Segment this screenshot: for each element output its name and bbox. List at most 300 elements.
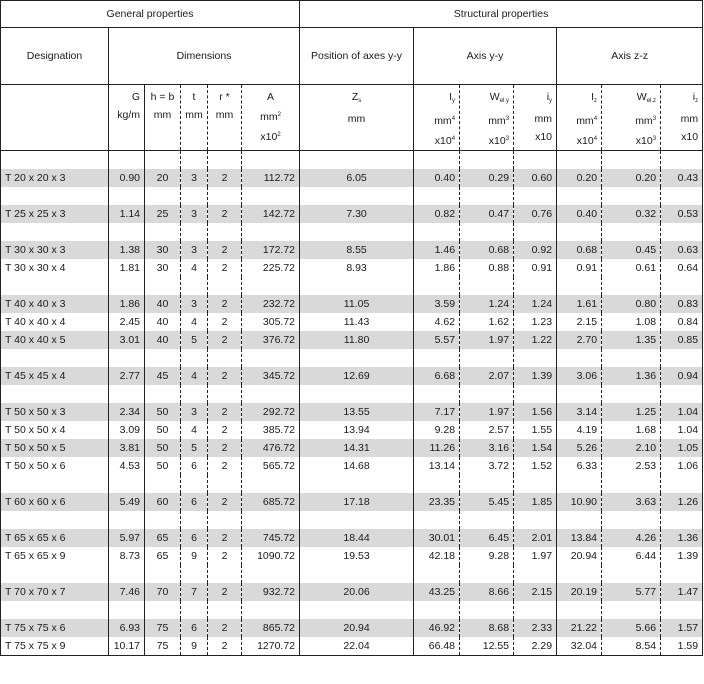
cell-iy-radius: 2.29 — [514, 637, 557, 656]
cell-wz: 2.53 — [602, 457, 661, 475]
spacer-cell — [1, 187, 109, 205]
spacer-cell — [109, 475, 145, 493]
cell-t: 4 — [181, 421, 208, 439]
spacer-cell — [414, 565, 460, 583]
col-t-symbol: t — [192, 91, 196, 103]
table-row — [1, 493, 703, 511]
cell-iz-radius: 1.04 — [661, 403, 703, 421]
spacer-cell — [145, 565, 181, 583]
spacer-cell — [460, 277, 514, 295]
cell-iy: 5.57 — [414, 331, 460, 349]
cell-r: 2 — [208, 295, 242, 313]
cell-iy: 0.82 — [414, 205, 460, 223]
cell-r: 2 — [208, 619, 242, 637]
cell-g: 3.81 — [109, 439, 145, 457]
spacer-row — [1, 475, 703, 493]
spacer-cell — [208, 511, 242, 529]
spacer-cell — [602, 349, 661, 367]
cell-wz: 0.32 — [602, 205, 661, 223]
cell-t: 3 — [181, 205, 208, 223]
col-h-header — [145, 85, 181, 151]
spacer-cell — [109, 511, 145, 529]
spacer-cell — [514, 277, 557, 295]
table-row — [1, 295, 703, 313]
table-row — [1, 367, 703, 385]
spacer-cell — [145, 385, 181, 403]
cell-t: 5 — [181, 439, 208, 457]
cell-iy: 4.62 — [434, 316, 456, 328]
cell-t: 6 — [181, 619, 208, 637]
col-iz-unit-sup: 4 — [593, 116, 598, 122]
col-wz-symbol: W — [636, 91, 647, 103]
spacer-row — [1, 223, 703, 241]
spacer-cell — [1, 475, 109, 493]
cell-wy: 1.24 — [460, 295, 514, 313]
spacer-cell — [514, 385, 557, 403]
spacer-cell — [557, 385, 602, 403]
spacer-cell — [557, 349, 602, 367]
cell-iy-radius: 0.60 — [514, 169, 557, 187]
cell-iz: 0.20 — [557, 169, 602, 187]
cell-iz-radius: 0.53 — [661, 205, 703, 223]
spacer-cell — [300, 511, 414, 529]
cell-zs: 17.18 — [300, 493, 414, 511]
cell-area: 1270.72 — [242, 637, 300, 656]
spacer-cell — [300, 277, 414, 295]
cell-g: 5.49 — [109, 493, 145, 511]
spacer-cell — [208, 151, 242, 170]
cell-iy-radius: 0.92 — [514, 241, 557, 259]
cell-wy: 9.28 — [460, 547, 514, 565]
spacer-cell — [602, 475, 661, 493]
cell-r: 2 — [208, 169, 242, 187]
cell-area: 142.72 — [242, 205, 300, 223]
spacer-cell — [661, 277, 703, 295]
spacer-cell — [661, 511, 703, 529]
cell-r: 2 — [208, 637, 242, 656]
col-a-scale-sup: 2 — [277, 132, 281, 138]
col-wz-header — [602, 85, 661, 151]
cell-wy: 0.47 — [460, 205, 514, 223]
spacer-cell — [300, 601, 414, 619]
cell-iy-radius: 1.24 — [514, 295, 557, 313]
cell-t: 6 — [181, 457, 208, 475]
cell-area: 385.72 — [242, 421, 300, 439]
spacer-cell — [414, 277, 460, 295]
cell-iy-radius: 2.15 — [514, 583, 557, 601]
cell-wy: 1.62 — [460, 313, 514, 331]
cell-iy: 7.17 — [414, 403, 460, 421]
table-row — [1, 205, 703, 223]
spacer-cell — [181, 349, 208, 367]
cell-h: 30 — [145, 241, 181, 259]
dimensions-header: Dimensions — [109, 28, 300, 85]
spacer-cell — [414, 151, 460, 170]
cell-h: 50 — [156, 424, 169, 436]
col-wy-header — [460, 85, 514, 151]
col-iy-unit: mm — [434, 115, 452, 127]
cell-t: 3 — [181, 403, 208, 421]
col-iy-scale: x10 — [434, 135, 452, 147]
cell-wy: 6.45 — [460, 529, 514, 547]
spacer-cell — [181, 511, 208, 529]
spacer-cell — [181, 223, 208, 241]
col-a-header — [242, 85, 300, 151]
cell-iz: 4.19 — [576, 424, 598, 436]
axis-y-header: Axis y-y — [414, 28, 557, 85]
cell-iy-radius: 1.52 — [514, 457, 557, 475]
cell-iy: 23.35 — [414, 493, 460, 511]
designation-units-cell — [1, 85, 109, 151]
cell-iz-radius: 1.39 — [661, 547, 703, 565]
cell-designation: T 20 x 20 x 3 — [1, 169, 109, 187]
cell-g: 1.38 — [109, 241, 145, 259]
spacer-row — [1, 151, 703, 170]
cell-designation: T 30 x 30 x 3 — [1, 241, 109, 259]
cell-h: 40 — [145, 331, 181, 349]
spacer-cell — [145, 475, 181, 493]
cell-iy-radius: 2.33 — [514, 619, 557, 637]
spacer-cell — [414, 511, 460, 529]
spacer-cell — [661, 475, 703, 493]
table-row — [1, 583, 703, 601]
cell-iy: 46.92 — [414, 619, 460, 637]
spacer-cell — [300, 565, 414, 583]
col-iz-scale: x10 — [576, 135, 594, 147]
spacer-cell — [602, 277, 661, 295]
spacer-cell — [661, 151, 703, 170]
cell-zs: 20.06 — [300, 583, 414, 601]
table-row — [1, 439, 703, 457]
spacer-cell — [300, 223, 414, 241]
spacer-cell — [602, 385, 661, 403]
spacer-cell — [514, 475, 557, 493]
col-wy-sub: el.y — [499, 98, 510, 104]
cell-g: 2.45 — [109, 313, 145, 331]
col-iz-radius-header — [661, 85, 703, 151]
spacer-cell — [460, 511, 514, 529]
table-row — [1, 421, 703, 439]
cell-r: 2 — [208, 421, 242, 439]
table-row — [1, 313, 703, 331]
spacer-cell — [109, 565, 145, 583]
spacer-cell — [242, 565, 300, 583]
cell-h: 20 — [145, 169, 181, 187]
col-iz-radius-scale: x10 — [681, 131, 699, 143]
cell-r: 2 — [208, 331, 242, 349]
spacer-cell — [181, 187, 208, 205]
cell-iz-radius: 0.43 — [661, 169, 703, 187]
table-row — [1, 259, 703, 277]
cell-area: 292.72 — [242, 403, 300, 421]
col-g-header — [109, 85, 145, 151]
spacer-cell — [300, 475, 414, 493]
cell-iz: 1.61 — [557, 295, 602, 313]
cell-h: 50 — [145, 439, 181, 457]
cell-zs: 14.31 — [300, 439, 414, 457]
spacer-cell — [460, 349, 514, 367]
spacer-cell — [208, 277, 242, 295]
spacer-cell — [602, 565, 661, 583]
cell-h: 60 — [145, 493, 181, 511]
cell-t: 6 — [181, 493, 208, 511]
cell-iz: 20.94 — [570, 550, 598, 562]
cell-g: 6.93 — [109, 619, 145, 637]
spacer-cell — [460, 565, 514, 583]
cell-designation: T 50 x 50 x 3 — [1, 403, 109, 421]
spacer-cell — [602, 511, 661, 529]
spacer-cell — [1, 565, 109, 583]
cell-area: 1090.72 — [242, 547, 300, 565]
cell-g: 3.01 — [109, 331, 145, 349]
col-r-header — [208, 85, 242, 151]
cell-r: 2 — [208, 439, 242, 457]
cell-wy: 2.07 — [460, 367, 514, 385]
spacer-cell — [242, 277, 300, 295]
cell-iy-radius: 2.01 — [514, 529, 557, 547]
cell-iy-radius: 1.22 — [514, 331, 557, 349]
col-g-unit: kg/m — [117, 109, 140, 121]
cell-h: 50 — [156, 460, 169, 472]
spacer-row — [1, 349, 703, 367]
cell-iz: 21.22 — [557, 619, 602, 637]
cell-h: 70 — [145, 583, 181, 601]
col-iy-radius-sub: y — [549, 98, 553, 104]
cell-iy-radius: 1.39 — [514, 367, 557, 385]
cell-iy: 0.40 — [414, 169, 460, 187]
cell-iz: 32.04 — [557, 637, 602, 656]
cell-designation: T 50 x 50 x 6 — [1, 457, 109, 475]
cell-iy: 42.18 — [428, 550, 456, 562]
spacer-cell — [414, 187, 460, 205]
cell-iz-radius: 1.05 — [661, 439, 703, 457]
spacer-cell — [300, 151, 414, 170]
cell-wz: 1.25 — [602, 403, 661, 421]
cell-iy: 30.01 — [414, 529, 460, 547]
cell-wy: 0.88 — [460, 259, 514, 277]
table-row — [1, 637, 703, 656]
cell-iz-radius: 0.63 — [661, 241, 703, 259]
col-a-symbol: A — [267, 91, 275, 103]
col-wz-scale: x10 — [635, 135, 653, 147]
cell-zs: 19.53 — [300, 547, 414, 565]
col-zs-sub: s — [358, 98, 362, 104]
cell-g: 7.46 — [109, 583, 145, 601]
col-wy-scale: x10 — [488, 135, 506, 147]
col-a-scale: x10 — [260, 131, 278, 143]
spacer-cell — [145, 349, 181, 367]
cell-wz: 5.66 — [602, 619, 661, 637]
cell-iz-radius: 1.06 — [661, 457, 703, 475]
structural-properties-header: Structural properties — [300, 1, 703, 28]
cell-iy-radius: 1.97 — [514, 547, 557, 565]
spacer-cell — [602, 601, 661, 619]
spacer-cell — [145, 277, 181, 295]
cell-h: 65 — [156, 550, 169, 562]
col-h-symbol: h = b — [150, 91, 175, 103]
col-a-unit: mm — [260, 111, 278, 123]
cell-iy: 11.26 — [414, 439, 460, 457]
cell-wz: 4.26 — [602, 529, 661, 547]
cell-t: 5 — [181, 331, 208, 349]
cell-zs: 6.05 — [300, 169, 414, 187]
cell-area: 476.72 — [242, 439, 300, 457]
cell-wz: 0.61 — [602, 259, 661, 277]
cell-area: 745.72 — [242, 529, 300, 547]
spacer-cell — [208, 187, 242, 205]
spacer-cell — [208, 475, 242, 493]
col-iz-scale-sup: 4 — [593, 136, 598, 142]
cell-wz: 2.10 — [602, 439, 661, 457]
spacer-cell — [414, 223, 460, 241]
cell-iz: 6.33 — [576, 460, 598, 472]
cell-zs: 11.05 — [300, 295, 414, 313]
spacer-row — [1, 187, 703, 205]
designation-header: Designation — [1, 28, 109, 85]
col-wz-unit-sup: 3 — [652, 116, 657, 122]
cell-iy-radius: 1.23 — [514, 313, 557, 331]
cell-zs: 14.68 — [300, 457, 414, 475]
cell-area: 345.72 — [242, 367, 300, 385]
col-h-unit: mm — [153, 109, 172, 121]
cell-wy: 1.97 — [460, 403, 514, 421]
cell-iz: 5.26 — [557, 439, 602, 457]
spacer-cell — [460, 475, 514, 493]
cell-g: 1.86 — [109, 295, 145, 313]
cell-designation: T 65 x 65 x 6 — [1, 529, 109, 547]
spacer-cell — [557, 601, 602, 619]
spacer-cell — [414, 475, 460, 493]
cell-g: 1.14 — [109, 205, 145, 223]
spacer-cell — [661, 187, 703, 205]
cell-wz: 1.68 — [602, 421, 661, 439]
cell-area: 305.72 — [242, 313, 300, 331]
cell-area: 932.72 — [242, 583, 300, 601]
spacer-cell — [109, 277, 145, 295]
spacer-cell — [514, 349, 557, 367]
spacer-row — [1, 565, 703, 583]
spacer-cell — [109, 151, 145, 170]
cell-wy: 8.66 — [460, 583, 514, 601]
spacer-cell — [109, 187, 145, 205]
spacer-cell — [514, 151, 557, 170]
cell-iz-radius: 1.47 — [661, 583, 703, 601]
cell-area: 865.72 — [242, 619, 300, 637]
cell-iy: 1.46 — [414, 241, 460, 259]
cell-t: 4 — [181, 367, 208, 385]
col-zs-unit: mm — [347, 113, 366, 125]
axis-z-header: Axis z-z — [557, 28, 703, 85]
spacer-cell — [514, 187, 557, 205]
spacer-cell — [1, 601, 109, 619]
col-wz-unit: mm — [635, 115, 653, 127]
cell-zs: 8.93 — [300, 259, 414, 277]
cell-wz: 5.77 — [602, 583, 661, 601]
spacer-cell — [557, 223, 602, 241]
table-row — [1, 403, 703, 421]
col-wz-sub: el.z — [646, 98, 657, 104]
cell-iz-radius: 1.36 — [661, 529, 703, 547]
cell-iy: 6.68 — [414, 367, 460, 385]
spacer-cell — [242, 385, 300, 403]
table-row — [1, 529, 703, 547]
spacer-cell — [557, 565, 602, 583]
spacer-cell — [602, 187, 661, 205]
cell-wz: 0.45 — [602, 241, 661, 259]
cell-h: 25 — [145, 205, 181, 223]
cell-h: 40 — [145, 295, 181, 313]
cell-iz-radius: 0.83 — [661, 295, 703, 313]
cell-iz: 13.84 — [557, 529, 602, 547]
cell-g: 0.90 — [109, 169, 145, 187]
cell-iz: 0.68 — [557, 241, 602, 259]
cell-iz-radius: 1.26 — [661, 493, 703, 511]
table-row — [1, 547, 703, 565]
cell-r: 2 — [208, 313, 242, 331]
cell-iy: 9.28 — [434, 424, 456, 436]
cell-wz: 0.20 — [602, 169, 661, 187]
spacer-cell — [181, 475, 208, 493]
cell-zs: 12.69 — [300, 367, 414, 385]
spacer-cell — [242, 511, 300, 529]
spacer-cell — [208, 565, 242, 583]
cell-t: 6 — [181, 529, 208, 547]
col-zs-header — [300, 85, 414, 151]
spacer-row — [1, 277, 703, 295]
cell-g: 8.73 — [109, 547, 145, 565]
cell-g: 2.34 — [109, 403, 145, 421]
cell-iy-radius: 1.85 — [514, 493, 557, 511]
spacer-cell — [460, 601, 514, 619]
spacer-cell — [145, 601, 181, 619]
spacer-cell — [181, 277, 208, 295]
cell-r: 2 — [208, 493, 242, 511]
table-row — [1, 619, 703, 637]
spacer-cell — [242, 601, 300, 619]
col-iz-radius-sub: z — [695, 98, 699, 104]
spacer-cell — [557, 187, 602, 205]
cell-iz-radius: 0.84 — [661, 313, 703, 331]
cell-designation: T 50 x 50 x 4 — [1, 421, 109, 439]
cell-area: 112.72 — [242, 169, 300, 187]
cell-h: 40 — [156, 316, 169, 328]
cell-iz-radius: 1.57 — [661, 619, 703, 637]
col-iy-radius-symbol: i — [546, 91, 550, 103]
spacer-cell — [242, 151, 300, 170]
cell-wz: 1.35 — [602, 331, 661, 349]
col-t-header — [181, 85, 208, 151]
cell-wz: 3.63 — [602, 493, 661, 511]
cell-designation: T 40 x 40 x 4 — [1, 313, 109, 331]
spacer-cell — [242, 187, 300, 205]
col-t-unit: mm — [185, 109, 203, 121]
col-wz-scale-sup: 3 — [652, 136, 657, 142]
cell-designation: T 75 x 75 x 9 — [1, 637, 109, 656]
spacer-cell — [661, 601, 703, 619]
cell-wz: 0.80 — [602, 295, 661, 313]
cell-wy: 5.45 — [460, 493, 514, 511]
cell-iy-radius: 1.55 — [514, 421, 557, 439]
spacer-cell — [109, 385, 145, 403]
cell-r: 2 — [208, 403, 242, 421]
position-axes-header: Position of axes y-y — [300, 28, 414, 85]
cell-h: 50 — [145, 403, 181, 421]
spacer-cell — [181, 565, 208, 583]
spacer-row — [1, 511, 703, 529]
spacer-cell — [145, 151, 181, 170]
cell-iz: 10.90 — [557, 493, 602, 511]
cell-iz-radius: 0.85 — [661, 331, 703, 349]
